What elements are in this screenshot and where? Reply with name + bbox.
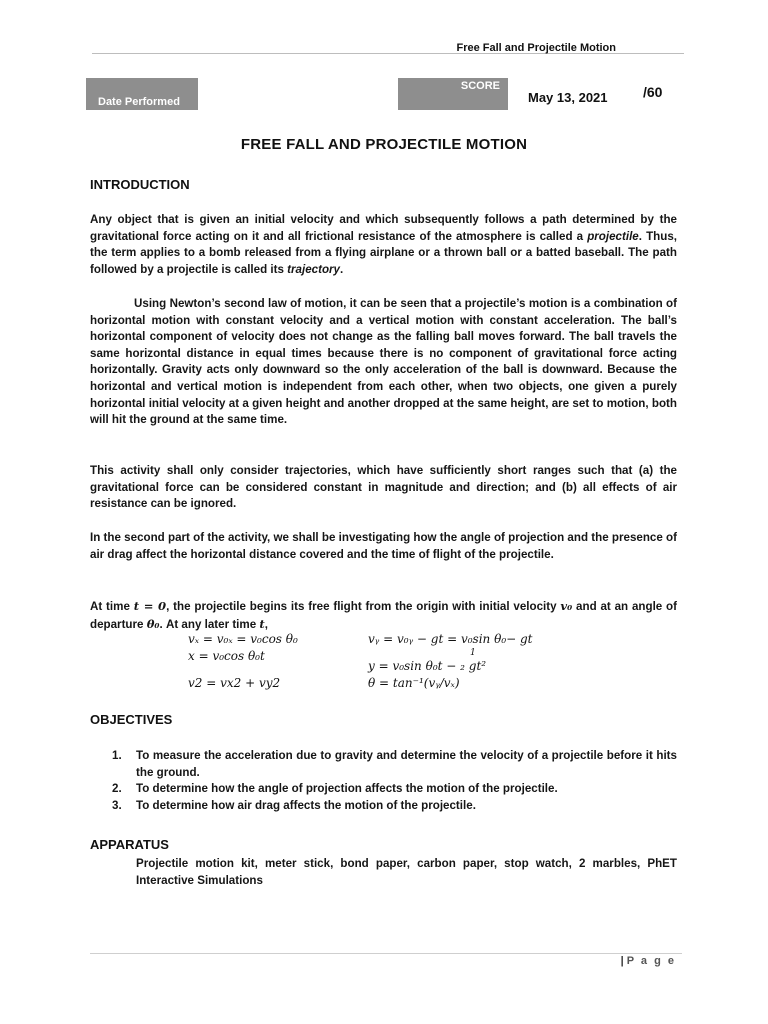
- p1-text-c: . Thus, the term applies to a bomb released from a flying airplane or a thrown ball or a batted baseball. The path followed by a projectile is called its: [90, 229, 677, 276]
- p5-text-b: , the projectile begins its free flight from the origin with initial velocity: [166, 600, 561, 613]
- list-item-text: To measure the acceleration due to gravity and determine the velocity of a projectile before it hits the ground.: [136, 749, 677, 779]
- date-performed-box: [86, 78, 198, 110]
- list-item: [90, 798, 677, 815]
- list-item-text: To determine how air drag affects the motion of the projectile.: [136, 798, 476, 812]
- p5-text-c: and at an angle of departure: [90, 600, 678, 631]
- math-v0: v₀: [560, 599, 573, 613]
- equation-half-numerator: 1: [470, 648, 476, 658]
- page-footer: [621, 955, 676, 967]
- math-t: t: [259, 616, 265, 631]
- score-max: /60: [643, 84, 663, 100]
- equation-y: y = v₀sin θ₀t − ₂ gt²: [368, 659, 487, 673]
- math-t0: t = 0: [133, 599, 167, 613]
- equation-vy: vᵧ = v₀ᵧ − gt = v₀sin θ₀− gt: [368, 632, 533, 646]
- equation-vx: vₓ = v₀ₓ = v₀cos θ₀: [188, 632, 298, 646]
- list-item-number: 2.: [112, 782, 122, 796]
- p1-text-a: Any object that is given an initial velocity and which subsequently follows a path determined by the gravitational force acting on it and all frictional resistance of the atmosphere is called a: [90, 213, 677, 243]
- apparatus-heading: APPARATUS: [90, 837, 169, 852]
- footer-bar: |: [620, 955, 624, 967]
- page-title: FREE FALL AND PROJECTILE MOTION: [240, 136, 528, 153]
- date-value: May 13, 2021: [528, 90, 608, 105]
- list-item: [90, 781, 677, 798]
- intro-paragraph-1: [90, 212, 677, 278]
- math-theta0: θ₀: [146, 616, 160, 631]
- apparatus-text: Projectile motion kit, meter stick, bond paper, carbon paper, stop watch, 2 marbles, PhET Interactive Simulations: [136, 857, 677, 887]
- intro-paragraph-4: In the second part of the activity, we shall be investigating how the angle of projection and the presence of air drag affect the horizontal distance covered and the time of flight of the projectile.: [90, 531, 677, 561]
- introduction-heading: INTRODUCTION: [90, 177, 190, 192]
- list-item-number: 1.: [112, 749, 122, 762]
- date-performed-label: Date Performed: [98, 96, 180, 108]
- objectives-list: [90, 748, 677, 814]
- intro-paragraph-2: Using Newton’s second law of motion, it can be seen that a projectile’s motion is a combination of horizontal motion with constant velocity and a vertical motion with constant acceleration. The ball’s horizontal component of velocity does not change as the falling ball moves forward. The ball travels the same horizontal distance in equal times because there is no component of gravitational force acting horizontally. Gravity acts only downward so the only acceleration of the ball is downward. Because the horizontal and vertical motion is independent from each other, when two objects, one given a purely horizontal initial velocity at a given height and another dropped at the same height, are set to motion, both will hit the ground at the same time.: [90, 297, 677, 427]
- p5-text-d: . At any later time: [159, 617, 260, 631]
- objectives-heading: OBJECTIVES: [90, 712, 173, 727]
- running-header: Free Fall and Projectile Motion: [456, 42, 616, 54]
- equation-theta: θ = tan⁻¹(vᵧ/vₓ): [368, 676, 460, 690]
- term-projectile: projectile: [587, 229, 639, 243]
- score-label: SCORE: [460, 80, 500, 92]
- footer-rule: [90, 953, 682, 954]
- footer-page-label: P a g e: [626, 955, 676, 967]
- intro-paragraph-5: [90, 598, 677, 633]
- p1-text-e: .: [340, 262, 344, 276]
- list-item-number: 3.: [112, 798, 122, 812]
- equation-x: x = v₀cos θ₀t: [188, 649, 265, 663]
- term-trajectory: trajectory: [287, 262, 340, 276]
- p5-text-e: ,: [264, 617, 268, 631]
- equation-v-squared: v2 = vx2 + vy2: [188, 676, 281, 690]
- intro-paragraph-3: This activity shall only consider trajectories, which have sufficiently short ranges such that (a) the gravitational force can be considered constant in magnitude and direction; and (b) all effects of air resistance can be ignored.: [90, 464, 677, 511]
- list-item: [90, 748, 677, 781]
- list-item-text: To determine how the angle of projection affects the motion of the projectile.: [136, 782, 558, 796]
- p5-text-a: At time: [90, 600, 134, 613]
- score-box: [398, 78, 508, 110]
